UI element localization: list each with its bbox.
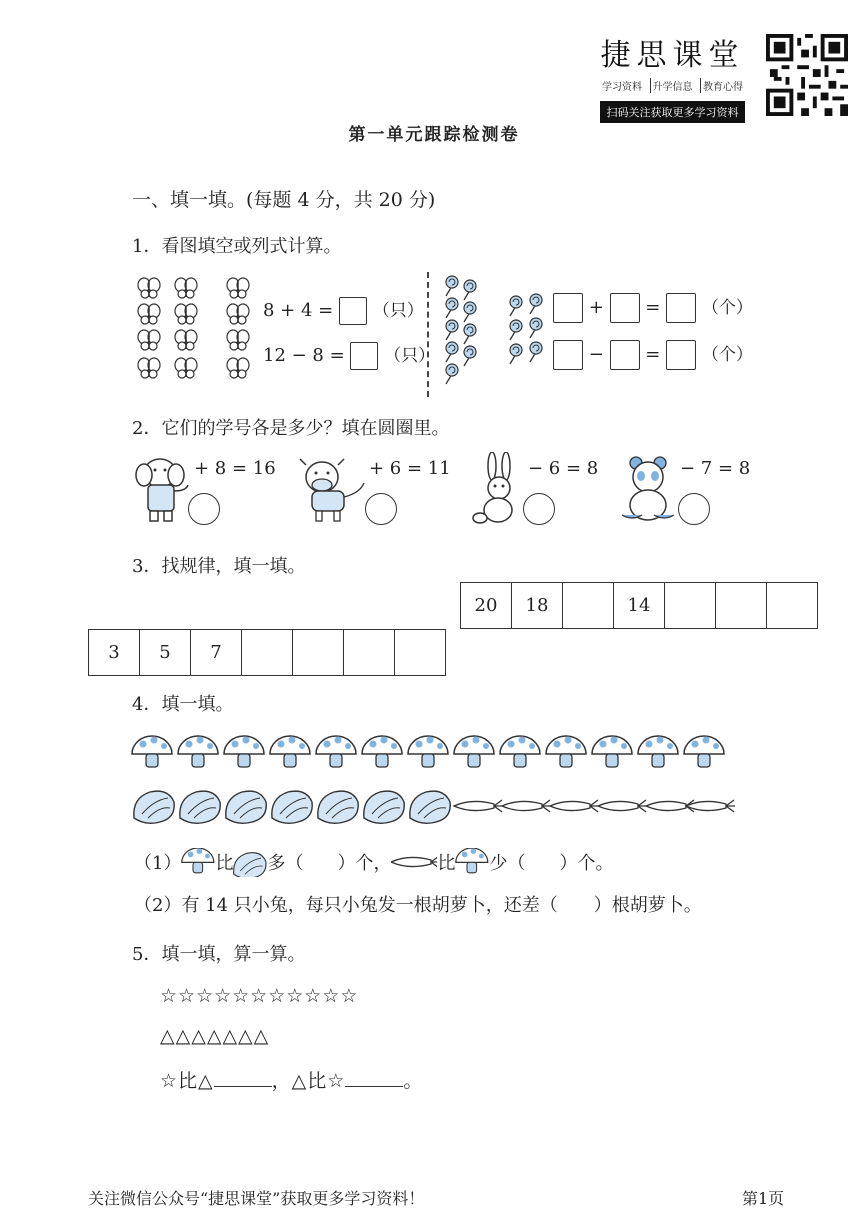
section-heading: 一、填一填。(每题 4 分，共 20 分) <box>132 189 436 211</box>
answer-box[interactable] <box>610 293 640 323</box>
rabbit-icon <box>470 452 526 528</box>
answer-box[interactable] <box>350 342 378 370</box>
seq-cell: 14 <box>614 583 665 629</box>
q5-heading: 5．填一填，算一算。 <box>132 944 306 965</box>
seq-cell-blank[interactable] <box>716 583 767 629</box>
mushroom-icon <box>455 848 489 876</box>
q1-equation-3: + = （个） <box>553 293 753 323</box>
answer-box[interactable] <box>666 340 696 370</box>
q2-eq-4: − 7 = 8 <box>680 458 751 479</box>
q4-sub2: （2）有 14 只小兔，每只小兔发一根胡萝卜，还差（ ）根胡萝卜。 <box>134 895 702 916</box>
q1-equation-1: 8 + 4 = （只） <box>263 296 424 325</box>
mushroom-row-icon <box>130 732 735 774</box>
brand-block <box>600 30 745 123</box>
q5-compare: ☆比△ ，△比☆ 。 <box>160 1070 424 1092</box>
divider <box>427 272 429 397</box>
q1-heading: 1．看图填空或列式计算。 <box>132 236 342 257</box>
page-number: 第1页 <box>742 1189 785 1208</box>
answer-circle[interactable] <box>365 493 397 525</box>
seq-cell-blank[interactable] <box>665 583 716 629</box>
panda-icon <box>618 455 682 525</box>
seq-cell-blank[interactable] <box>242 630 293 676</box>
sequence-table-top <box>460 582 818 629</box>
q3-heading: 3．找规律，填一填。 <box>132 556 306 577</box>
q2-heading: 2．它们的学号各是多少？填在圆圈里。 <box>132 418 450 439</box>
seq-cell: 7 <box>191 630 242 676</box>
triangles-row: △△△△△△△ <box>160 1025 270 1047</box>
brand-link-education[interactable]: 教育心得 <box>700 78 745 93</box>
q4-sub1: （1） 比 多（ ）个， 比 少（ ）个。 <box>134 847 613 877</box>
answer-box[interactable] <box>553 293 583 323</box>
q1-equation-4: − = （个） <box>553 340 753 370</box>
q2-eq-3: − 6 = 8 <box>528 458 599 479</box>
seq-cell-blank[interactable] <box>344 630 395 676</box>
q1-equation-2: 12 − 8 = （只） <box>263 341 435 370</box>
answer-box[interactable] <box>553 340 583 370</box>
answer-blank[interactable] <box>214 1071 272 1087</box>
seq-cell: 5 <box>140 630 191 676</box>
qr-code-icon <box>766 34 848 116</box>
q2-eq-1: + 8 = 16 <box>194 458 276 479</box>
seq-cell: 18 <box>512 583 563 629</box>
butterfly-group-icon <box>134 274 258 388</box>
sequence-table-bottom <box>88 629 446 676</box>
answer-box[interactable] <box>666 293 696 323</box>
seq-cell: 3 <box>89 630 140 676</box>
answer-circle[interactable] <box>188 493 220 525</box>
answer-blank[interactable] <box>345 1071 403 1087</box>
stars-row: ☆☆☆☆☆☆☆☆☆☆☆ <box>160 985 359 1007</box>
brand-bar: 扫码关注获取更多学习资料 <box>600 101 745 123</box>
seq-cell-blank[interactable] <box>767 583 818 629</box>
footer-note: 关注微信公众号“捷思课堂”获取更多学习资料！ <box>88 1189 425 1208</box>
answer-box[interactable] <box>610 340 640 370</box>
q2-eq-2: + 6 = 11 <box>369 458 451 479</box>
cabbage-icon <box>233 847 267 877</box>
seq-cell-blank[interactable] <box>563 583 614 629</box>
answer-circle[interactable] <box>523 493 555 525</box>
answer-box[interactable] <box>339 297 367 325</box>
elephant-icon <box>130 455 192 525</box>
page-title: 第一单元跟踪检测卷 <box>348 125 520 145</box>
q4-heading: 4．填一填。 <box>132 694 234 715</box>
seq-cell: 20 <box>461 583 512 629</box>
answer-circle[interactable] <box>678 493 710 525</box>
brand-title: 捷思课堂 <box>600 38 745 73</box>
lollipop-group-icon <box>440 272 550 392</box>
brand-links <box>600 78 745 93</box>
cow-icon <box>294 455 374 525</box>
vegetable-row-icon <box>130 782 735 828</box>
seq-cell-blank[interactable] <box>293 630 344 676</box>
brand-link-materials[interactable]: 学习资料 <box>602 82 642 93</box>
mushroom-icon <box>181 848 215 876</box>
brand-link-admission[interactable]: 升学信息 <box>650 78 695 93</box>
seq-cell-blank[interactable] <box>395 630 446 676</box>
carrot-icon <box>391 852 437 872</box>
